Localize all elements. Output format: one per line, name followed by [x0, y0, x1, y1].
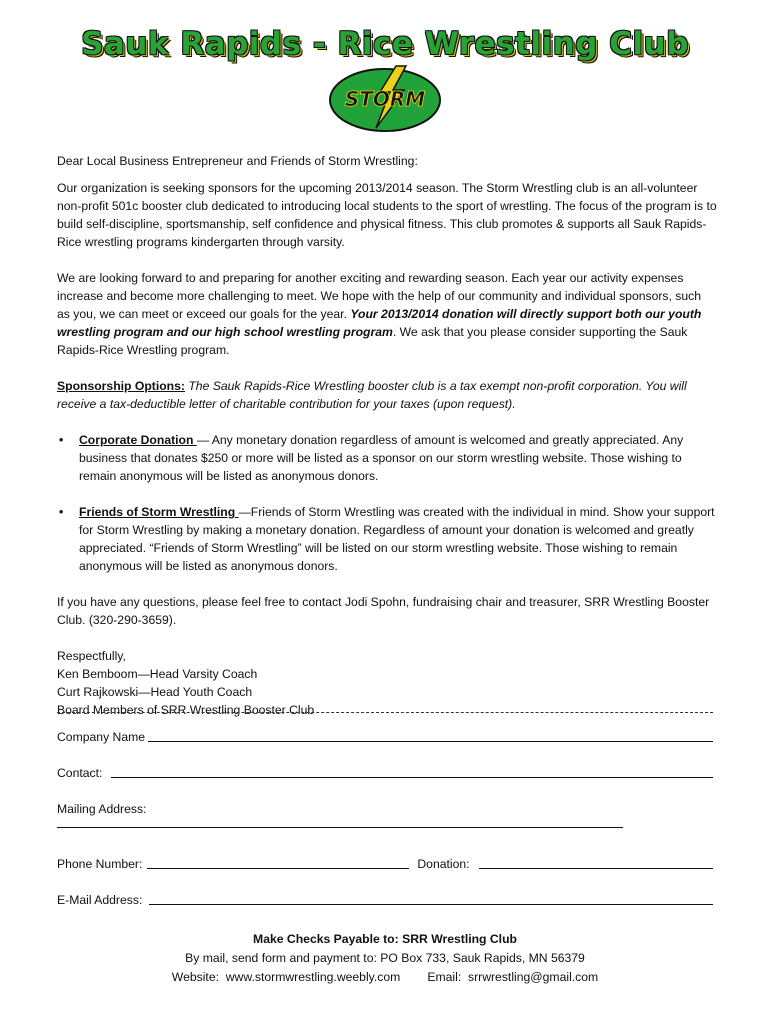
- options-text: The Sauk Rapids-Rice Wrestling booster club is a tax exempt non-profit corporation. You will receive a tax-deductible letter of charitable contribution for your taxes (upon request).: [57, 379, 687, 411]
- paragraph-goals: [57, 269, 717, 359]
- salutation: Dear Local Business Entrepreneur and Friends of Storm Wrestling:: [57, 154, 418, 168]
- signer: Board Members of SRR Wrestling Booster Club: [57, 703, 315, 717]
- phone-label: Phone Number:: [57, 857, 143, 871]
- contact-label: Contact:: [57, 766, 103, 780]
- sponsorship-options: [57, 377, 717, 413]
- footer: [0, 930, 770, 987]
- mail-instructions: By mail, send form and payment to: PO Box 733, Sauk Rapids, MN 56379: [185, 951, 585, 965]
- bullet-corporate: [57, 431, 717, 485]
- logo-text: STORM: [344, 87, 426, 111]
- closing: Respectfully,: [57, 649, 126, 663]
- options-heading: Sponsorship Options:: [57, 379, 185, 393]
- bullet-dot: •: [59, 433, 64, 447]
- storm-logo: [326, 62, 444, 139]
- mailing-address-line-wrap[interactable]: [57, 826, 623, 830]
- goals-text-end: . We ask that you please consider supporting the Sauk Rapids-Rice Wrestling program.: [57, 325, 688, 357]
- donation-line[interactable]: [479, 867, 713, 869]
- bullet-friends-text: —Friends of Storm Wrestling was created with the individual in mind. Show your support for Storm Wrestling by making a monetary donation. Regardless of amount your donation is welcomed and greatly appreciated. “Friends of Storm Wrestling” will be listed on our storm wrestling website. Those wishing to remain anonymous will be listed as anonymous donors.: [79, 505, 715, 573]
- company-name-label: Company Name: [57, 730, 146, 744]
- contact-field[interactable]: [57, 766, 713, 780]
- company-name-field[interactable]: [57, 730, 713, 744]
- email-field[interactable]: [57, 893, 713, 907]
- phone-donation-row: [57, 857, 713, 871]
- email-label: E-Mail Address:: [57, 893, 143, 907]
- bullet-corporate-text: — Any monetary donation regardless of amount is welcomed and greatly appreciated. Any business that donates $250 or more will be listed as a sponsor on our storm wrestling website. Those wishing to remain anonymous will be listed as anonymous donors.: [79, 433, 684, 483]
- signer: Curt Rajkowski—Head Youth Coach: [57, 685, 253, 699]
- bullet-dot: •: [59, 505, 64, 519]
- signer: Ken Bemboom—Head Varsity Coach: [57, 667, 258, 681]
- paragraph-intro: Our organization is seeking sponsors for the upcoming 2013/2014 season. The Storm Wrestling club is an all-volunteer non-profit 501c booster club dedicated to introducing local students to the sport of wrestling. The focus of the program is to build self-discipline, sportsmanship, self confidence and physical fitness. This club promotes & supports all Sauk Rapids-Rice wrestling programs kindergarten through varsity.: [57, 181, 717, 249]
- bullet-friends-title: Friends of Storm Wrestling: [79, 505, 239, 519]
- goals-text: We are looking forward to and preparing for another exciting and rewarding season. Each year our activity expenses increase and become more challenging to meet. We hope with the help of our community and individual sponsors, such as you, we can meet or exceed our goals for the year.: [57, 271, 702, 321]
- bullet-corporate-title: Corporate Donation: [79, 433, 197, 447]
- donation-label: Donation:: [417, 857, 470, 871]
- contact-line[interactable]: [111, 776, 713, 778]
- email-line[interactable]: [149, 903, 713, 905]
- mailing-address-field[interactable]: [57, 802, 149, 816]
- bullet-friends: [57, 503, 717, 575]
- mailing-address-label: Mailing Address:: [57, 802, 147, 816]
- contact-paragraph: If you have any questions, please feel free to contact Jodi Spohn, fundraising chair and treasurer, SRR Wrestling Booster Club. (320-290-3659).: [57, 595, 710, 627]
- mailing-address-line[interactable]: [57, 826, 623, 828]
- checks-payable: Make Checks Payable to: SRR Wrestling Club: [253, 932, 517, 946]
- cut-line: [57, 712, 713, 714]
- goals-emphasis: Your 2013/2014 donation will directly support both our youth wrestling program and our high school wrestling program: [57, 307, 702, 339]
- company-name-line[interactable]: [148, 740, 713, 742]
- club-title: Sauk Rapids - Rice Wrestling Club: [81, 26, 689, 62]
- letter-body: [57, 152, 717, 719]
- phone-line[interactable]: [147, 867, 409, 869]
- website-email: Website: www.stormwrestling.weebly.com Email: srrwrestling@gmail.com: [171, 970, 599, 984]
